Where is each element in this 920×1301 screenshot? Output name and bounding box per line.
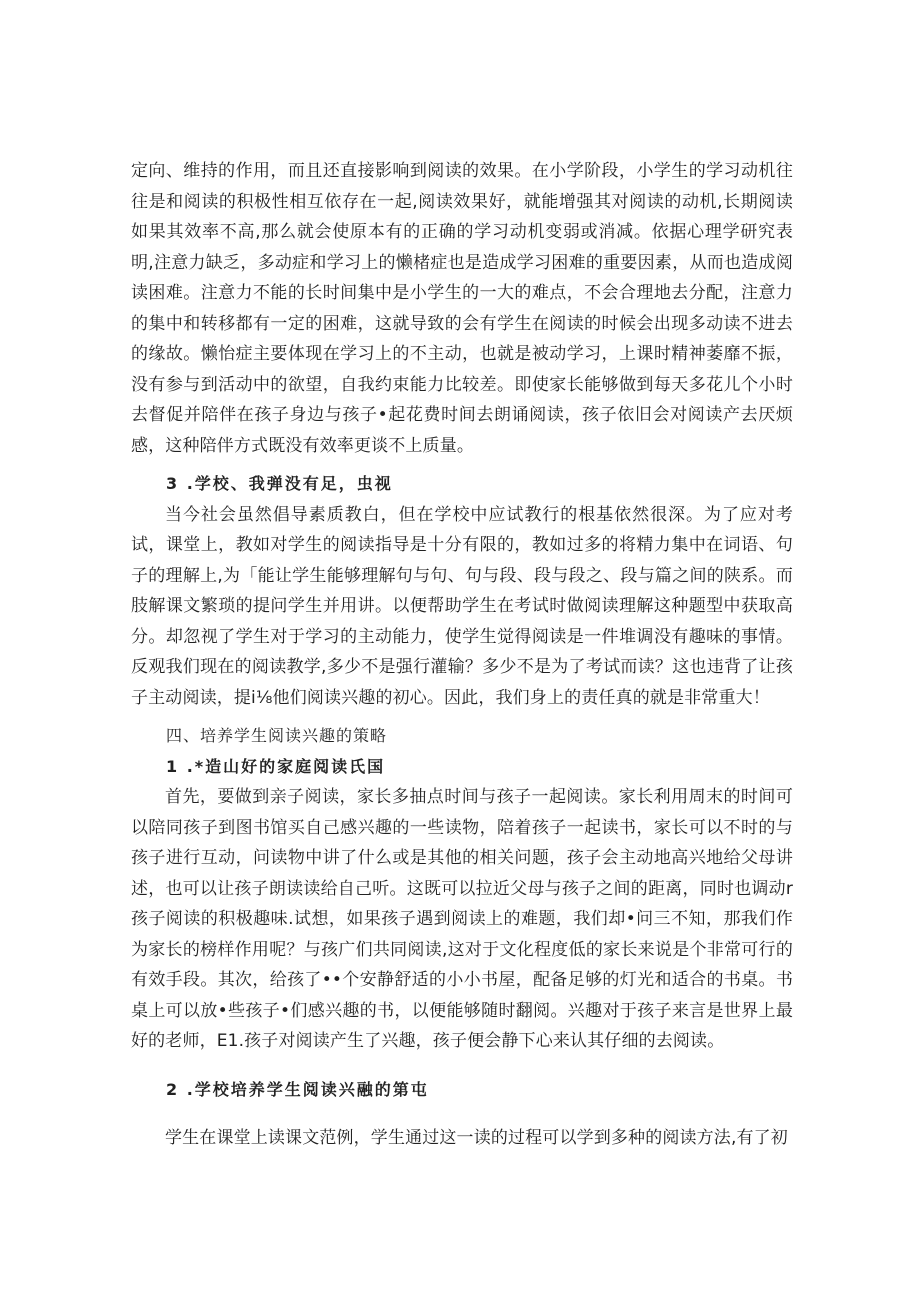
section-heading-school-neglect: 3 .学校、我弹没有足，虫视	[166, 474, 393, 493]
spacer	[131, 461, 793, 469]
spacer	[131, 1057, 793, 1075]
document-body	[131, 156, 793, 1154]
paragraph-exam-oriented-teaching: 当今社会虽然倡导素质教白，但在学校中应试教行的根基依然很深。为了应对考试，课堂上，教如对学生的阅读指导是十分有限的，教如过多的将精力集中在词语、句子的理解上,为「能让学生能够理解句与句、句与段、段与段之、段与篇之间的陕系。而肢解课文繁琐的提问学生并用讲。以便帮助学生在考试时做阅读理解这种题型中获取高分。却忽视了学生对于学习的主动能力，使学生觉得阅读是一件堆调没有趣味的事情。反观我们现在的阅读教学,多少不是强行灌输？多少不是为了考试而读？这也违背了让孩子主动阅读，提i⅛他们阅读兴趣的初心。因此，我们身上的责任真的就是非常重大！	[131, 504, 793, 708]
section-heading-strategies: 四、培养学生阅读兴趣的策略	[166, 726, 388, 745]
spacer	[131, 713, 793, 721]
paragraph-family-reading: 首先，要做到亲子阅读，家长多抽点时间与孩子一起阅读。家长利用周末的时间可以陪同孩子到图书馆买自己感兴趣的一些读物，陪着孩子一起读书，家长可以不时的与孩子进行互动，问读物中讲了什么或是其他的相关问题，孩子会主动地高兴地给父母讲述，也可以让孩子朗读读给自己听。这既可以拉近父母与孩子之间的距离，同时也调动r孩子阅读的积极趣味.试想，如果孩子遇到阅读上的难题，我们却•问三不知，那我们作为家长的榜样作用呢？与孩广们共同阅读,这对于文化程度低的家长来说是个非常可行的有效手段。其次，给孩了••个安静舒适的小小书屋，配备足够的灯光和适合的书桌。书桌上可以放•些孩子•们感兴趣的书，以便能够随时翻阅。兴趣对于孩子来言是世界上最好的老师，E1.孩子对阅读产生了兴趣，孩子便会静下心来认其仔细的去阅读。	[131, 787, 793, 1051]
spacer	[131, 1105, 793, 1123]
paragraph-classroom-reading: 学生在课堂上读课文范例，学生通过这一读的过程可以学到多种的阅读方法,有了初	[165, 1128, 788, 1148]
paragraph-reading-motivation: 定向、维持的作用，而且还直接影响到阅读的效果。在小学阶段，小学生的学习动机往往是和阅读的积极性相互依存在一起,阅读效果好，就能增强其对阅读的动机,长期阅读如果其效率不高,那么就会使原本有的正确的学习动机变弱或消减。依据心理学研究表明,注意力缺乏，多动症和学习上的懒楮症也是造成学习困难的重要因素，从而也造成阅读困难。注意力不能的长时间集中是小学生的一大的难点，不会合理地去分配，注意力的集中和转移都有一定的困难，这就导致的会有学生在阅读的时候会出现多动读不进去的缘故。懒怡症主要体现在学习上的不主动，也就是被动学习，上课时精神萎靡不振，没有参与到活动中的欲望，自我约束能力比较差。即使家长能够做到每天多花儿个小时去督促并陪伴在孩子身边与孩子•起花费时间去朗诵阅读，孩子依旧会对阅读产去厌烦感，这种陪伴方式既没有效率更谈不上质量。	[131, 161, 793, 456]
subsection-heading-school-interest: 2 .学校培养学生阅读兴融的第屯	[166, 1079, 429, 1099]
subsection-heading-family-reading: 1 .*造山好的家庭阅读氏国	[166, 756, 386, 776]
